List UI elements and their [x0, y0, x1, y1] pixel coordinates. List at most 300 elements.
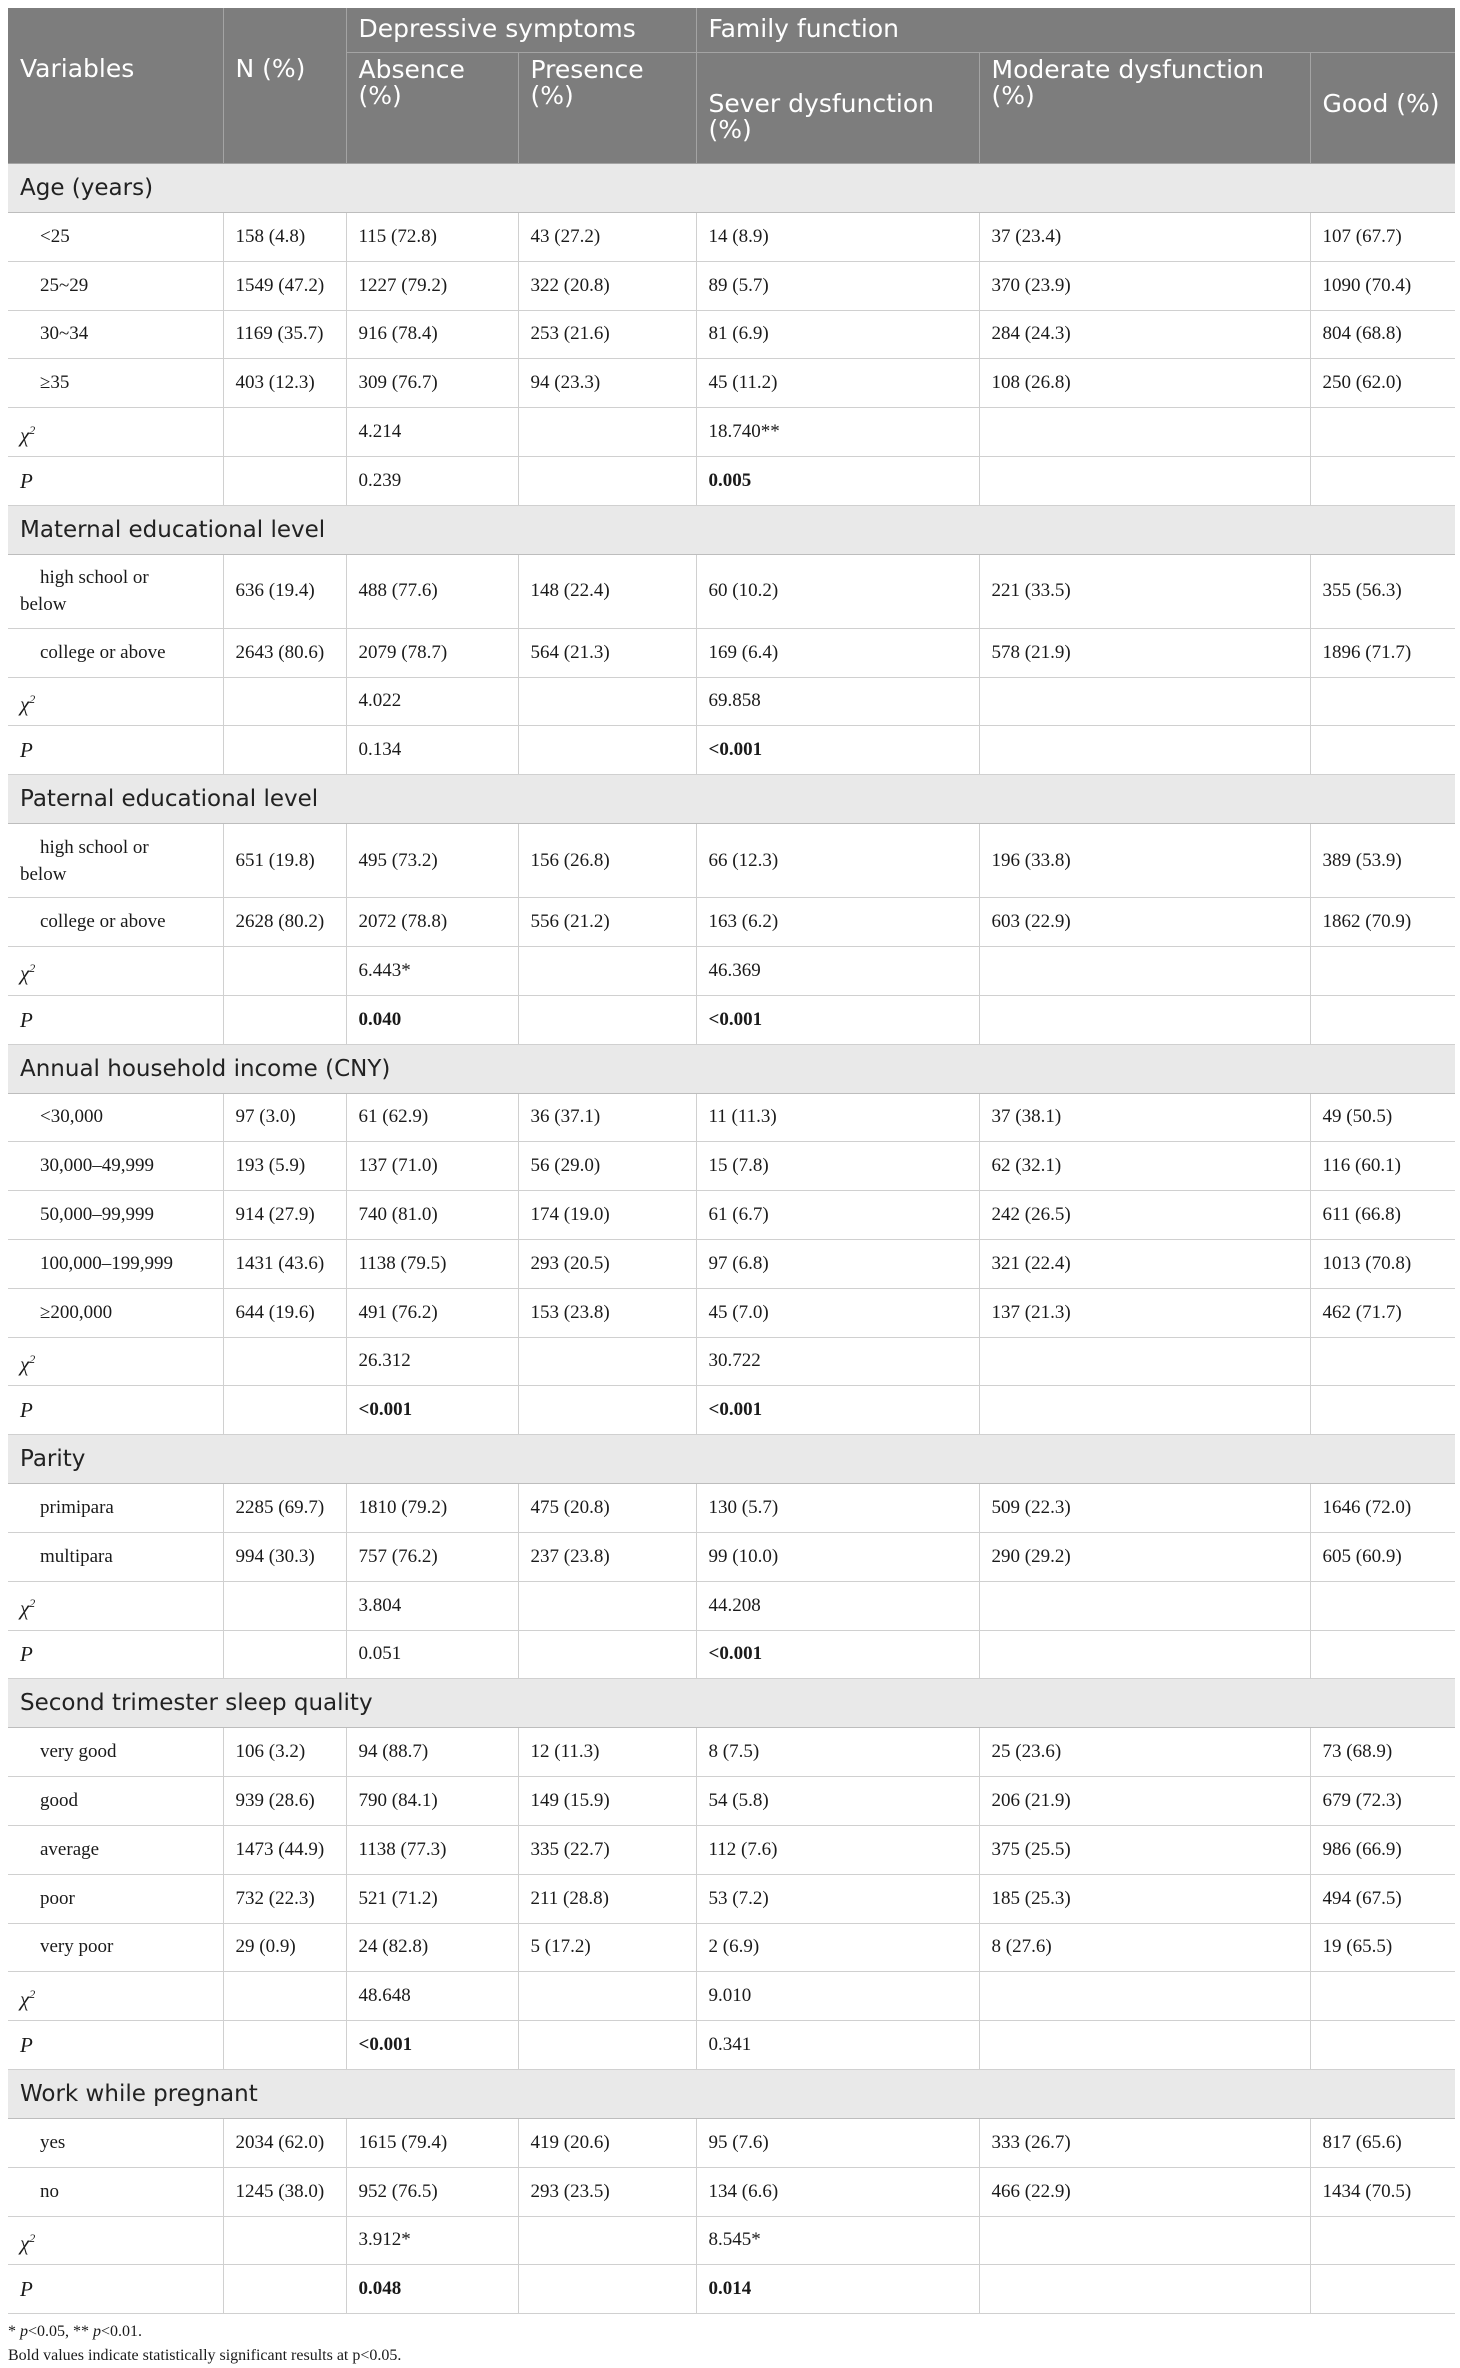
cell-empty	[979, 946, 1310, 995]
cell-moderate: 137 (21.3)	[979, 1288, 1310, 1337]
cell-severe: 2 (6.9)	[696, 1923, 979, 1972]
cell-empty	[1310, 408, 1455, 457]
row-label: <25	[8, 213, 223, 262]
chi-square-row	[8, 677, 1455, 726]
p-value-row	[8, 2265, 1455, 2314]
chi-symbol: χ	[20, 2230, 30, 2255]
chi-square-label	[8, 677, 223, 726]
chi-square-row	[8, 1972, 1455, 2021]
cell-moderate: 221 (33.5)	[979, 554, 1310, 628]
cell-absence: 309 (76.7)	[346, 359, 518, 408]
cell-n: 1549 (47.2)	[223, 261, 346, 310]
row-label: very poor	[8, 1923, 223, 1972]
header-moderate-dysfunction: Moderate dysfunction (%)	[979, 53, 1310, 164]
cell-absence: 1615 (79.4)	[346, 2118, 518, 2167]
p-value-family	[696, 2265, 979, 2314]
cell-moderate: 466 (22.9)	[979, 2167, 1310, 2216]
cell-empty	[979, 726, 1310, 775]
cell-empty	[518, 456, 696, 505]
p-value-depressive	[346, 1630, 518, 1679]
cell-empty	[518, 946, 696, 995]
row-label	[8, 554, 223, 628]
chi-square-depressive	[346, 946, 518, 995]
cell-absence: 94 (88.7)	[346, 1728, 518, 1777]
chi-square-label	[8, 2216, 223, 2265]
cell-n: 2285 (69.7)	[223, 1484, 346, 1533]
cell-empty	[518, 2216, 696, 2265]
table-row	[8, 1532, 1455, 1581]
cell-n: 97 (3.0)	[223, 1093, 346, 1142]
cell-n: 403 (12.3)	[223, 359, 346, 408]
p-value: 0.134	[358, 739, 402, 761]
p-value: <0.001	[358, 2034, 413, 2055]
cell-moderate: 25 (23.6)	[979, 1728, 1310, 1777]
cell-moderate: 242 (26.5)	[979, 1191, 1310, 1240]
row-label: 50,000–99,999	[8, 1191, 223, 1240]
cell-good: 1090 (70.4)	[1310, 261, 1455, 310]
header-variables: Variables	[8, 8, 223, 164]
cell-empty	[979, 408, 1310, 457]
cell-good: 1896 (71.7)	[1310, 628, 1455, 677]
cell-presence: 43 (27.2)	[518, 213, 696, 262]
row-label: college or above	[8, 628, 223, 677]
header-severe-dysfunction: Sever dysfunction (%)	[696, 53, 979, 164]
cell-empty	[518, 995, 696, 1044]
cell-severe: 54 (5.8)	[696, 1777, 979, 1826]
cell-severe: 45 (11.2)	[696, 359, 979, 408]
cell-absence: 137 (71.0)	[346, 1142, 518, 1191]
row-label: primipara	[8, 1484, 223, 1533]
group-header-row	[8, 164, 1455, 213]
cell-moderate: 284 (24.3)	[979, 310, 1310, 359]
chi-square-value: 3.804	[358, 1594, 402, 1616]
chi-superscript: 2	[29, 961, 36, 976]
cell-empty	[1310, 726, 1455, 775]
cell-absence: 757 (76.2)	[346, 1532, 518, 1581]
p-value: <0.001	[708, 1008, 763, 1030]
p-value-label: P	[8, 2021, 223, 2070]
row-label-line: below	[20, 863, 67, 885]
cell-empty	[979, 1337, 1310, 1386]
cell-severe: 15 (7.8)	[696, 1142, 979, 1191]
chi-square-label	[8, 1581, 223, 1630]
cell-presence: 12 (11.3)	[518, 1728, 696, 1777]
p-value: 0.051	[358, 1643, 402, 1665]
chi-square-depressive	[346, 1337, 518, 1386]
cell-good: 107 (67.7)	[1310, 213, 1455, 262]
cell-n: 106 (3.2)	[223, 1728, 346, 1777]
cell-moderate: 37 (23.4)	[979, 213, 1310, 262]
p-value-family	[696, 995, 979, 1044]
chi-square-value: 44.208	[708, 1594, 761, 1616]
cell-empty	[979, 456, 1310, 505]
chi-superscript: 2	[29, 1986, 36, 2001]
chi-square-family	[696, 1337, 979, 1386]
chi-symbol: χ	[20, 422, 30, 447]
cell-moderate: 578 (21.9)	[979, 628, 1310, 677]
cell-good: 1434 (70.5)	[1310, 2167, 1455, 2216]
row-label: ≥35	[8, 359, 223, 408]
row-label: <30,000	[8, 1093, 223, 1142]
chi-symbol: χ	[20, 1596, 30, 1621]
p-value-row	[8, 2021, 1455, 2070]
p-value-row	[8, 1386, 1455, 1435]
chi-square-value: 26.312	[358, 1350, 411, 1372]
cell-severe: 14 (8.9)	[696, 213, 979, 262]
cell-n: 644 (19.6)	[223, 1288, 346, 1337]
cell-empty	[223, 456, 346, 505]
chi-square-value: 6.443*	[358, 959, 411, 981]
row-label: poor	[8, 1874, 223, 1923]
cell-absence: 491 (76.2)	[346, 1288, 518, 1337]
group-title: Work while pregnant	[8, 2069, 1455, 2118]
cell-empty	[223, 408, 346, 457]
group-header-row	[8, 1435, 1455, 1484]
chi-square-value: 3.912*	[358, 2229, 411, 2251]
cell-good: 679 (72.3)	[1310, 1777, 1455, 1826]
table-row	[8, 213, 1455, 262]
cell-n: 2643 (80.6)	[223, 628, 346, 677]
p-value-depressive	[346, 1386, 518, 1435]
header-absence: Absence (%)	[346, 53, 518, 164]
cell-severe: 45 (7.0)	[696, 1288, 979, 1337]
cell-severe: 89 (5.7)	[696, 261, 979, 310]
chi-superscript: 2	[29, 1351, 36, 1366]
cell-good: 19 (65.5)	[1310, 1923, 1455, 1972]
row-label: very good	[8, 1728, 223, 1777]
chi-square-value: 8.545*	[708, 2229, 761, 2251]
table-row	[8, 898, 1455, 947]
cell-moderate: 290 (29.2)	[979, 1532, 1310, 1581]
cell-good: 462 (71.7)	[1310, 1288, 1455, 1337]
cell-presence: 237 (23.8)	[518, 1532, 696, 1581]
group-title: Paternal educational level	[8, 775, 1455, 824]
chi-square-family	[696, 677, 979, 726]
p-value-family	[696, 456, 979, 505]
chi-square-label	[8, 1972, 223, 2021]
cell-n: 1431 (43.6)	[223, 1239, 346, 1288]
p-value-label: P	[8, 2265, 223, 2314]
cell-severe: 99 (10.0)	[696, 1532, 979, 1581]
cell-presence: 475 (20.8)	[518, 1484, 696, 1533]
cell-empty	[1310, 1386, 1455, 1435]
p-value: <0.001	[358, 1399, 413, 1421]
cell-severe: 130 (5.7)	[696, 1484, 979, 1533]
p-value-depressive	[346, 726, 518, 775]
group-header-row	[8, 505, 1455, 554]
group-title: Age (years)	[8, 164, 1455, 213]
row-label-line: high school or	[40, 567, 149, 589]
p-value-label: P	[8, 1630, 223, 1679]
cell-moderate: 375 (25.5)	[979, 1825, 1310, 1874]
row-label: good	[8, 1777, 223, 1826]
chi-square-label	[8, 946, 223, 995]
cell-absence: 952 (76.5)	[346, 2167, 518, 2216]
cell-severe: 11 (11.3)	[696, 1093, 979, 1142]
cell-empty	[223, 1581, 346, 1630]
p-value-row	[8, 726, 1455, 775]
chi-square-value: 46.369	[708, 959, 761, 981]
cell-empty	[1310, 1630, 1455, 1679]
p-value-family	[696, 726, 979, 775]
row-label	[8, 824, 223, 898]
chi-square-family	[696, 1581, 979, 1630]
footnotes	[8, 2320, 1455, 2368]
cell-empty	[518, 408, 696, 457]
p-value-row	[8, 456, 1455, 505]
chi-square-depressive	[346, 677, 518, 726]
table-row	[8, 1923, 1455, 1972]
header-depressive-symptoms: Depressive symptoms	[346, 8, 696, 53]
cell-absence: 916 (78.4)	[346, 310, 518, 359]
table-row	[8, 1093, 1455, 1142]
chi-symbol: χ	[20, 961, 30, 986]
cell-absence: 115 (72.8)	[346, 213, 518, 262]
cell-presence: 211 (28.8)	[518, 1874, 696, 1923]
chi-square-depressive	[346, 408, 518, 457]
cell-severe: 61 (6.7)	[696, 1191, 979, 1240]
header-family-function: Family function	[696, 8, 1455, 53]
cell-presence: 293 (23.5)	[518, 2167, 696, 2216]
cell-empty	[1310, 456, 1455, 505]
cell-presence: 253 (21.6)	[518, 310, 696, 359]
table-row	[8, 1191, 1455, 1240]
cell-empty	[1310, 1972, 1455, 2021]
cell-severe: 169 (6.4)	[696, 628, 979, 677]
table-row	[8, 1777, 1455, 1826]
cell-n: 158 (4.8)	[223, 213, 346, 262]
chi-square-family	[696, 2216, 979, 2265]
cell-severe: 97 (6.8)	[696, 1239, 979, 1288]
cell-absence: 790 (84.1)	[346, 1777, 518, 1826]
cell-n: 193 (5.9)	[223, 1142, 346, 1191]
p-value-row	[8, 995, 1455, 1044]
cell-moderate: 509 (22.3)	[979, 1484, 1310, 1533]
chi-square-value: 69.858	[708, 690, 761, 712]
group-title: Maternal educational level	[8, 505, 1455, 554]
cell-empty	[979, 1630, 1310, 1679]
cell-presence: 322 (20.8)	[518, 261, 696, 310]
cell-good: 250 (62.0)	[1310, 359, 1455, 408]
table-row	[8, 310, 1455, 359]
p-value-label: P	[8, 1386, 223, 1435]
group-header-row	[8, 2069, 1455, 2118]
cell-moderate: 333 (26.7)	[979, 2118, 1310, 2167]
p-value-depressive	[346, 2021, 518, 2070]
cell-presence: 36 (37.1)	[518, 1093, 696, 1142]
cell-empty	[518, 1972, 696, 2021]
table-row	[8, 2167, 1455, 2216]
cell-absence: 1138 (79.5)	[346, 1239, 518, 1288]
cell-moderate: 37 (38.1)	[979, 1093, 1310, 1142]
table-row	[8, 824, 1455, 898]
chi-superscript: 2	[29, 1596, 36, 1611]
cell-n: 29 (0.9)	[223, 1923, 346, 1972]
row-label: 30~34	[8, 310, 223, 359]
cell-n: 1245 (38.0)	[223, 2167, 346, 2216]
cell-n: 1169 (35.7)	[223, 310, 346, 359]
cell-moderate: 321 (22.4)	[979, 1239, 1310, 1288]
chi-square-row	[8, 1337, 1455, 1386]
cell-empty	[223, 2265, 346, 2314]
cell-empty	[979, 2265, 1310, 2314]
p-value-family	[696, 1386, 979, 1435]
chi-square-value: 48.648	[358, 1985, 411, 2007]
group-header-row	[8, 775, 1455, 824]
cell-n: 914 (27.9)	[223, 1191, 346, 1240]
row-label-line: below	[20, 594, 67, 616]
cell-presence: 149 (15.9)	[518, 1777, 696, 1826]
table-row	[8, 359, 1455, 408]
p-value-family	[696, 1630, 979, 1679]
p-value: 0.014	[708, 2278, 752, 2300]
p-value: <0.001	[708, 739, 763, 761]
cell-absence: 24 (82.8)	[346, 1923, 518, 1972]
cell-empty	[1310, 2216, 1455, 2265]
p-value-label: P	[8, 995, 223, 1044]
cell-empty	[1310, 2021, 1455, 2070]
chi-square-value: 4.022	[358, 690, 402, 712]
cell-empty	[518, 726, 696, 775]
chi-square-value: 4.214	[358, 421, 402, 443]
row-label: yes	[8, 2118, 223, 2167]
cell-good: 817 (65.6)	[1310, 2118, 1455, 2167]
p-value-label: P	[8, 456, 223, 505]
chi-square-row	[8, 1581, 1455, 1630]
cell-n: 1473 (44.9)	[223, 1825, 346, 1874]
cell-moderate: 196 (33.8)	[979, 824, 1310, 898]
cell-moderate: 603 (22.9)	[979, 898, 1310, 947]
chi-superscript: 2	[29, 2230, 36, 2245]
chi-square-depressive	[346, 1581, 518, 1630]
cell-good: 116 (60.1)	[1310, 1142, 1455, 1191]
cell-presence: 56 (29.0)	[518, 1142, 696, 1191]
group-header-row	[8, 1044, 1455, 1093]
cell-absence: 521 (71.2)	[346, 1874, 518, 1923]
chi-square-label	[8, 1337, 223, 1386]
cell-n: 939 (28.6)	[223, 1777, 346, 1826]
cell-empty	[518, 1581, 696, 1630]
p-value: 0.341	[708, 2034, 752, 2055]
cell-presence: 293 (20.5)	[518, 1239, 696, 1288]
chi-square-row	[8, 2216, 1455, 2265]
cell-good: 494 (67.5)	[1310, 1874, 1455, 1923]
cell-empty	[979, 1386, 1310, 1435]
cell-good: 611 (66.8)	[1310, 1191, 1455, 1240]
header-presence: Presence (%)	[518, 53, 696, 164]
row-label: ≥200,000	[8, 1288, 223, 1337]
chi-symbol: χ	[20, 1351, 30, 1376]
cell-empty	[979, 677, 1310, 726]
cell-severe: 163 (6.2)	[696, 898, 979, 947]
table-row	[8, 1825, 1455, 1874]
cell-severe: 53 (7.2)	[696, 1874, 979, 1923]
cell-good: 1646 (72.0)	[1310, 1484, 1455, 1533]
cell-n: 2034 (62.0)	[223, 2118, 346, 2167]
cell-n: 732 (22.3)	[223, 1874, 346, 1923]
cell-empty	[518, 2021, 696, 2070]
cell-moderate: 8 (27.6)	[979, 1923, 1310, 1972]
chi-square-family	[696, 408, 979, 457]
cell-moderate: 108 (26.8)	[979, 359, 1310, 408]
cell-good: 355 (56.3)	[1310, 554, 1455, 628]
cell-empty	[223, 1386, 346, 1435]
data-table	[8, 8, 1455, 2314]
cell-moderate: 62 (32.1)	[979, 1142, 1310, 1191]
table-row	[8, 261, 1455, 310]
chi-superscript: 2	[29, 422, 36, 437]
row-label: average	[8, 1825, 223, 1874]
chi-square-depressive	[346, 1972, 518, 2021]
cell-presence: 156 (26.8)	[518, 824, 696, 898]
cell-presence: 419 (20.6)	[518, 2118, 696, 2167]
group-title: Parity	[8, 1435, 1455, 1484]
row-label: 100,000–199,999	[8, 1239, 223, 1288]
p-value-depressive	[346, 2265, 518, 2314]
chi-square-family	[696, 1972, 979, 2021]
cell-good: 389 (53.9)	[1310, 824, 1455, 898]
cell-absence: 2079 (78.7)	[346, 628, 518, 677]
cell-empty	[1310, 677, 1455, 726]
cell-empty	[979, 1581, 1310, 1630]
table-row	[8, 554, 1455, 628]
chi-square-family	[696, 946, 979, 995]
cell-empty	[518, 1337, 696, 1386]
chi-symbol: χ	[20, 691, 30, 716]
cell-empty	[979, 2021, 1310, 2070]
cell-severe: 112 (7.6)	[696, 1825, 979, 1874]
cell-empty	[518, 2265, 696, 2314]
cell-empty	[1310, 1337, 1455, 1386]
cell-presence: 148 (22.4)	[518, 554, 696, 628]
row-label-line: high school or	[40, 836, 149, 858]
p-value: <0.001	[708, 1643, 763, 1665]
cell-good: 1862 (70.9)	[1310, 898, 1455, 947]
cell-severe: 8 (7.5)	[696, 1728, 979, 1777]
cell-presence: 556 (21.2)	[518, 898, 696, 947]
row-label: 25~29	[8, 261, 223, 310]
cell-empty	[518, 1630, 696, 1679]
cell-good: 1013 (70.8)	[1310, 1239, 1455, 1288]
group-title: Second trimester sleep quality	[8, 1679, 1455, 1728]
cell-empty	[1310, 946, 1455, 995]
table-body	[8, 164, 1455, 2314]
chi-square-label	[8, 408, 223, 457]
cell-empty	[1310, 1581, 1455, 1630]
cell-n: 636 (19.4)	[223, 554, 346, 628]
table-row	[8, 1288, 1455, 1337]
chi-square-value: 18.740**	[708, 421, 780, 443]
chi-superscript: 2	[29, 691, 36, 706]
cell-empty	[1310, 2265, 1455, 2314]
cell-moderate: 206 (21.9)	[979, 1777, 1310, 1826]
group-header-row	[8, 1679, 1455, 1728]
cell-n: 994 (30.3)	[223, 1532, 346, 1581]
header-n: N (%)	[223, 8, 346, 164]
chi-symbol: χ	[20, 1986, 30, 2011]
cell-empty	[518, 1386, 696, 1435]
chi-square-value: 9.010	[708, 1985, 752, 2007]
p-value-label: P	[8, 726, 223, 775]
cell-presence: 174 (19.0)	[518, 1191, 696, 1240]
cell-good: 986 (66.9)	[1310, 1825, 1455, 1874]
cell-moderate: 370 (23.9)	[979, 261, 1310, 310]
chi-square-row	[8, 408, 1455, 457]
cell-empty	[223, 726, 346, 775]
cell-absence: 1810 (79.2)	[346, 1484, 518, 1533]
p-value: 0.005	[708, 469, 752, 491]
cell-absence: 495 (73.2)	[346, 824, 518, 898]
